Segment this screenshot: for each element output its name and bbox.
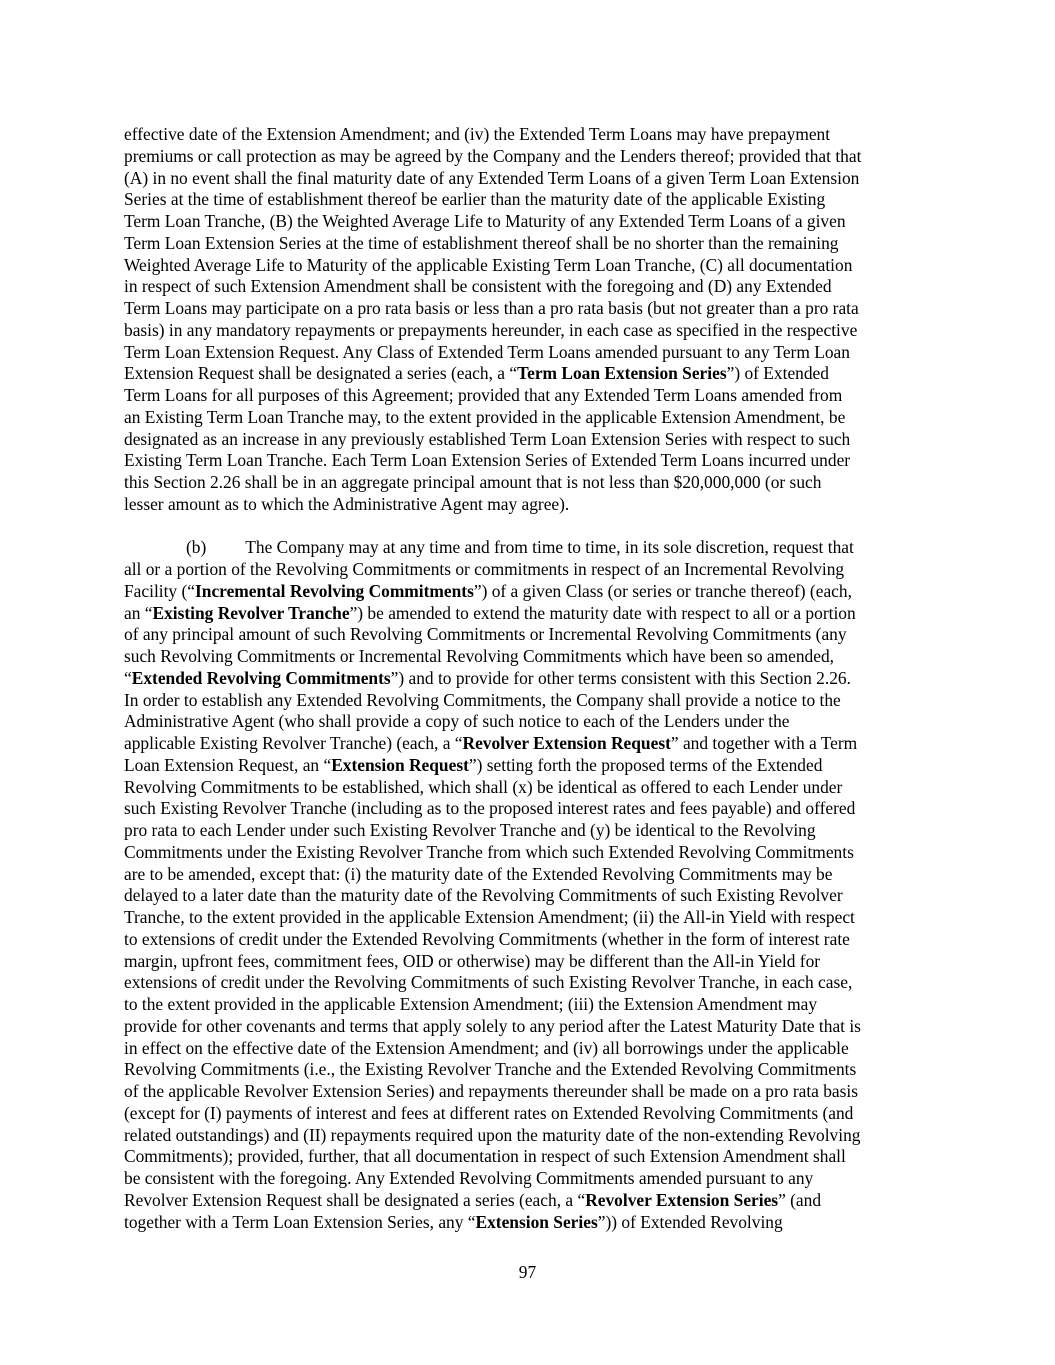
text-line: all or a portion of the Revolving Commitments or commitments in respect of an Incremental Revolving bbox=[124, 559, 845, 579]
page-number: 97 bbox=[518, 1262, 537, 1282]
text-line bbox=[124, 603, 936, 625]
text-line: in effect on the effective date of the Extension Amendment; and (iv) all borrowings under the applicable bbox=[124, 1037, 849, 1058]
text-line bbox=[124, 733, 936, 755]
text-line: In order to establish any Extended Revolving Commitments, the Company shall provide a notice to the bbox=[124, 689, 841, 710]
text-line bbox=[124, 363, 936, 385]
defined-term: Term Loan Extension Series bbox=[517, 363, 727, 384]
text-line bbox=[124, 1190, 936, 1212]
text-line: Term Loan Extension Request. Any Class of Extended Term Loans amended pursuant to any Term Loan bbox=[124, 341, 850, 362]
paragraph-label: (b) bbox=[186, 537, 207, 558]
text-run: Extension Request shall be designated a series (each, a “ bbox=[124, 363, 518, 384]
defined-term: Extension Request bbox=[331, 754, 469, 775]
text-line: premiums or call protection as may be agreed by the Company and the Lenders thereof; provided that that bbox=[124, 145, 862, 166]
text-line: delayed to a later date than the maturity date of the Revolving Commitments of such Existing Revolver bbox=[124, 885, 843, 906]
text-line: Existing Term Loan Tranche. Each Term Loan Extension Series of Extended Term Loans incurred under bbox=[124, 450, 851, 471]
text-line: Series at the time of establishment thereof be earlier than the maturity date of the applicable Existing bbox=[124, 189, 826, 210]
text-line: pro rata to each Lender under such Existing Revolver Tranche and (y) be identical to the Revolving bbox=[124, 820, 816, 840]
text-line: extensions of credit under the Revolving Commitments of such Existing Revolver Tranche, in each case, bbox=[124, 972, 853, 993]
text-line: be consistent with the foregoing. Any Extended Revolving Commitments amended pursuant to any bbox=[124, 1168, 814, 1188]
text-run: Revolver Extension Request shall be designated a series (each, a “ bbox=[124, 1189, 586, 1210]
text-run: Loan Extension Request, an “ bbox=[124, 754, 332, 775]
text-line: Revolving Commitments (i.e., the Existing Revolver Tranche and the Extended Revolving Commitments bbox=[124, 1059, 857, 1080]
text-run: ”) be amended to extend the maturity date with respect to all or a portion bbox=[349, 602, 856, 623]
text-line: (except for (I) payments of interest and fees at different rates on Extended Revolving Commitments (and bbox=[124, 1102, 854, 1123]
text-line: Weighted Average Life to Maturity of the applicable Existing Term Loan Tranche, (C) all documentation bbox=[124, 254, 853, 275]
text-run: “ bbox=[124, 667, 132, 688]
text-line: margin, upfront fees, commitment fees, OID or otherwise) may be different than the All-in Yield for bbox=[124, 950, 821, 971]
text-run: ”) and to provide for other terms consistent with this Section 2.26. bbox=[390, 667, 851, 688]
text-line: to extensions of credit under the Extended Revolving Commitments (whether in the form of interest rate bbox=[124, 928, 850, 949]
text-line: Term Loans for all purposes of this Agreement; provided that any Extended Term Loans amended from bbox=[124, 385, 843, 405]
text-run: ”) setting forth the proposed terms of the Extended bbox=[468, 754, 823, 775]
text-run: applicable Existing Revolver Tranche) (each, a “ bbox=[124, 733, 463, 753]
text-line bbox=[124, 537, 936, 559]
text-line: Term Loan Tranche, (B) the Weighted Average Life to Maturity of any Extended Term Loans of a given bbox=[124, 211, 846, 231]
text-line: of the applicable Revolver Extension Series) and repayments thereunder shall be made on a pro rata basis bbox=[124, 1081, 859, 1101]
text-line: Term Loan Extension Series at the time of establishment thereof shall be no shorter than the remaining bbox=[124, 232, 839, 253]
text-line: this Section 2.26 shall be in an aggregate principal amount that is not less than $20,000,000 (or such bbox=[124, 472, 822, 492]
defined-term: Existing Revolver Tranche bbox=[152, 602, 350, 623]
text-line: of any principal amount of such Revolving Commitments or Incremental Revolving Commitments (any bbox=[124, 624, 847, 645]
text-line: provide for other covenants and terms that apply solely to any period after the Latest Maturity Date that is bbox=[124, 1015, 861, 1036]
text-line bbox=[124, 581, 936, 603]
text-line: to the extent provided in the applicable Extension Amendment; (iii) the Extension Amendment may bbox=[124, 994, 818, 1014]
text-line: lesser amount as to which the Administrative Agent may agree). bbox=[124, 493, 570, 514]
text-run: The Company may at any time and from time to time, in its sole discretion, request that bbox=[245, 537, 854, 558]
text-line bbox=[124, 1212, 936, 1234]
text-line: Commitments); provided, further, that all documentation in respect of such Extension Amendment shall bbox=[124, 1146, 846, 1167]
defined-term: Incremental Revolving Commitments bbox=[195, 580, 474, 601]
text-line: such Revolving Commitments or Incremental Revolving Commitments which have been so amended, bbox=[124, 646, 834, 666]
text-run: ” and together with a Term bbox=[670, 733, 858, 753]
text-line bbox=[124, 755, 936, 777]
text-line: Revolving Commitments to be established, which shall (x) be identical as offered to each Lender under bbox=[124, 776, 843, 797]
defined-term: Revolver Extension Request bbox=[462, 733, 671, 753]
text-run: ” (and bbox=[778, 1189, 822, 1210]
paragraph-spacer bbox=[124, 516, 936, 538]
paragraph-a-continued bbox=[124, 124, 936, 516]
text-line: Tranche, to the extent provided in the applicable Extension Amendment; (ii) the All-in Yield with respect bbox=[124, 907, 855, 927]
text-line: Commitments under the Existing Revolver Tranche from which such Extended Revolving Commitments bbox=[124, 841, 854, 862]
defined-term: Extension Series bbox=[475, 1211, 598, 1232]
text-line: an Existing Term Loan Tranche may, to the extent provided in the applicable Extension Amendment, be bbox=[124, 406, 846, 427]
text-line: in respect of such Extension Amendment shall be consistent with the foregoing and (D) any Extended bbox=[124, 276, 832, 297]
text-run: ”)) of Extended Revolving bbox=[597, 1211, 783, 1232]
text-line: designated as an increase in any previously established Term Loan Extension Series with respect to such bbox=[124, 428, 851, 449]
text-run: an “ bbox=[124, 602, 153, 623]
text-run: together with a Term Loan Extension Series, any “ bbox=[124, 1211, 476, 1232]
text-line: related outstandings) and (II) repayments required upon the maturity date of the non-extending Revolving bbox=[124, 1124, 861, 1145]
document-page bbox=[124, 124, 936, 1233]
text-run: ”) of a given Class (or series or tranche thereof) (each, bbox=[473, 580, 852, 601]
text-line: (A) in no event shall the final maturity date of any Extended Term Loans of a given Term Loan Extension bbox=[124, 167, 860, 188]
text-line: Term Loans may participate on a pro rata basis or less than a pro rata basis (but not greater than a pro rata bbox=[124, 298, 859, 318]
text-line: basis) in any mandatory repayments or prepayments hereunder, in each case as specified in the respective bbox=[124, 319, 858, 340]
text-run: Facility (“ bbox=[124, 580, 195, 601]
text-line: are to be amended, except that: (i) the maturity date of the Extended Revolving Commitments may be bbox=[124, 863, 833, 884]
defined-term: Extended Revolving Commitments bbox=[131, 667, 391, 688]
text-line bbox=[124, 668, 936, 690]
paragraph-b bbox=[124, 537, 936, 1233]
text-line: such Existing Revolver Tranche (including as to the proposed interest rates and fees payable) and offered bbox=[124, 798, 856, 819]
text-run: ”) of Extended bbox=[726, 363, 829, 384]
text-line: Administrative Agent (who shall provide a copy of such notice to each of the Lenders under the bbox=[124, 711, 790, 732]
text-line: effective date of the Extension Amendment; and (iv) the Extended Term Loans may have prepayment bbox=[124, 124, 831, 144]
defined-term: Revolver Extension Series bbox=[585, 1189, 779, 1210]
